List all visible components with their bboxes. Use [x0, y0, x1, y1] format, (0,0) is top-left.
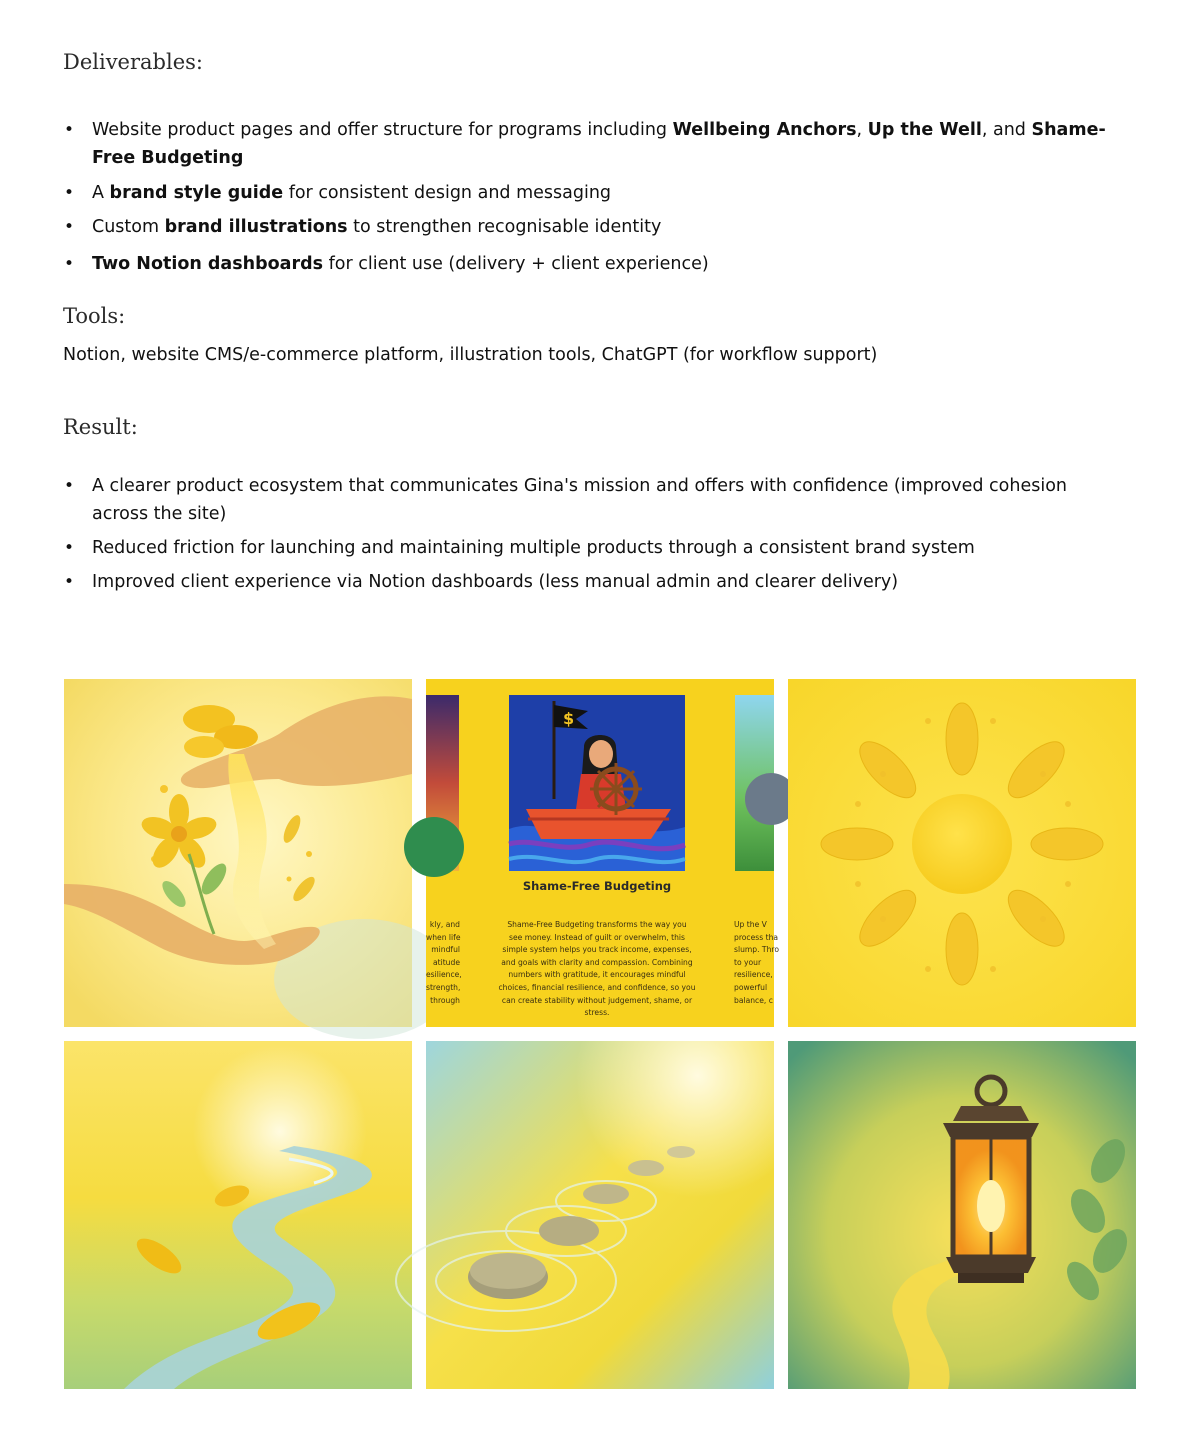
- list-item: • Website product pages and offer structure for programs including Wellbeing Anchors, Up the Well, and Shame-Free Budgeting: [63, 116, 1123, 172]
- tools-text: Notion, website CMS/e-commerce platform, illustration tools, ChatGPT (for workflow support): [63, 345, 878, 365]
- result-list: [63, 472, 1123, 596]
- deliverables-list: [63, 116, 1123, 278]
- program-name: Shame-Free Budgeting: [92, 120, 1106, 168]
- illustration-lantern: [788, 1041, 1136, 1389]
- list-item: • A brand style guide for consistent design and messaging: [63, 179, 1123, 207]
- list-item: • Custom brand illustrations to strengthen recognisable identity: [63, 213, 1123, 241]
- illustration-river-leaves: [64, 1041, 412, 1389]
- result-heading: Result:: [63, 415, 138, 439]
- list-item: • Improved client experience via Notion dashboards (less manual admin and clearer delivery): [63, 568, 1123, 596]
- flag-dollar-icon: $: [563, 709, 575, 728]
- product-card-carousel[interactable]: [426, 679, 779, 1027]
- illustration-stepping-stones: [426, 1041, 774, 1389]
- tools-heading: Tools:: [63, 304, 126, 328]
- program-name: Up the Well: [867, 120, 982, 140]
- program-name: Wellbeing Anchors: [672, 120, 857, 140]
- product-card-title: Shame-Free Budgeting: [522, 879, 672, 893]
- product-card-description: Shame-Free Budgeting transforms the way you see money. Instead of guilt or overwhelm, this simple system helps you track income, expenses, and goals with clarity and compassion. Combining numbers with gratitude, it encourages mindful choices, financial resilience, and confidence, so you can create stability without judgement, shame, or stress.: [498, 920, 696, 1018]
- next-card-description: Up the V process tha slump. Thro to your resilience, powerful balance, c: [734, 920, 779, 1005]
- deliverables-heading: Deliverables:: [63, 50, 203, 74]
- prev-card-description: kly, and when life mindful atitude esilience, strength, through: [426, 920, 462, 1005]
- list-item: • Reduced friction for launching and maintaining multiple products through a consistent brand system: [63, 534, 1123, 562]
- illustration-sun: [788, 679, 1136, 1027]
- illustration-hands-coins: [64, 679, 412, 1027]
- list-item: • A clearer product ecosystem that communicates Gina's mission and offers with confidence (improved cohesion across the site): [63, 472, 1123, 528]
- list-item: • Two Notion dashboards for client use (delivery + client experience): [63, 250, 1123, 278]
